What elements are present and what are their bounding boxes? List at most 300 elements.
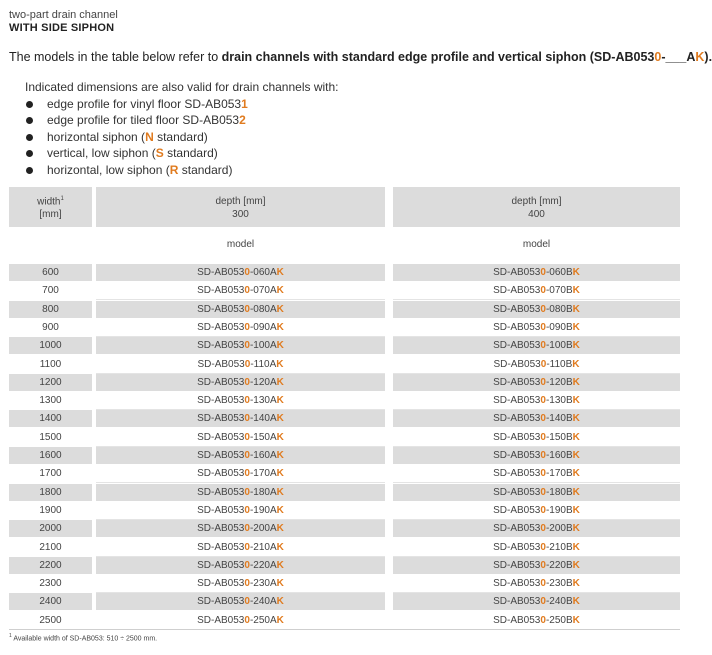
model-suffix-k: K bbox=[572, 486, 580, 498]
model-cell bbox=[96, 374, 385, 391]
model-prefix: SD-AB053 bbox=[493, 578, 541, 590]
model-cell bbox=[96, 502, 385, 520]
model-prefix: SD-AB053 bbox=[493, 504, 541, 516]
model-suffix-k: K bbox=[572, 358, 580, 370]
model-suffix: A bbox=[269, 340, 277, 352]
width-header-label: width bbox=[37, 196, 61, 208]
width-cell: 2000 bbox=[9, 520, 92, 537]
model-suffix: A bbox=[269, 486, 277, 498]
model-label-300: model bbox=[226, 239, 255, 250]
model-suffix-k: K bbox=[276, 523, 284, 535]
table-row bbox=[0, 484, 692, 502]
model-digit: 0 bbox=[540, 541, 546, 553]
model-suffix: A bbox=[269, 614, 277, 626]
model-code: -190 bbox=[545, 504, 566, 516]
model-digit: 0 bbox=[244, 614, 250, 626]
model-digit: 0 bbox=[540, 431, 546, 443]
option-item bbox=[25, 96, 248, 112]
model-cell bbox=[393, 502, 680, 520]
model-suffix: B bbox=[565, 431, 573, 443]
table-row bbox=[0, 429, 692, 447]
model-suffix-k: K bbox=[276, 267, 284, 278]
option-text: horizontal, low siphon ( bbox=[47, 162, 170, 177]
model-cell bbox=[96, 557, 385, 574]
model-digit: 0 bbox=[244, 376, 250, 388]
model-suffix: B bbox=[565, 468, 573, 480]
width-cell: 1700 bbox=[39, 468, 62, 480]
width-cell: 2500 bbox=[39, 614, 62, 626]
model-suffix: B bbox=[565, 303, 573, 315]
model-suffix-k: K bbox=[572, 285, 580, 297]
model-code: -140 bbox=[545, 413, 566, 425]
model-suffix: B bbox=[565, 523, 573, 535]
width-cell: 1000 bbox=[9, 337, 92, 354]
model-cell bbox=[96, 301, 385, 318]
model-cell bbox=[96, 593, 385, 610]
model-digit: 0 bbox=[244, 285, 250, 297]
model-digit: 0 bbox=[540, 450, 546, 461]
model-suffix-k: K bbox=[276, 541, 284, 553]
model-code: -150 bbox=[249, 431, 270, 443]
product-subtitle: two-part drain channel bbox=[9, 9, 118, 21]
depth-300-header bbox=[96, 187, 385, 227]
table-row bbox=[0, 575, 692, 593]
model-code: -210 bbox=[249, 541, 270, 553]
model-digit: 0 bbox=[244, 450, 250, 461]
model-digit: 0 bbox=[244, 413, 250, 425]
model-cell bbox=[393, 465, 680, 483]
model-suffix: B bbox=[565, 321, 573, 333]
model-digit: 0 bbox=[244, 486, 250, 498]
model-code: -170 bbox=[249, 468, 270, 480]
model-suffix-k: K bbox=[572, 431, 580, 443]
model-cell bbox=[393, 410, 680, 427]
model-suffix-k: K bbox=[572, 596, 580, 608]
model-suffix-k: K bbox=[572, 321, 580, 333]
model-digit: 0 bbox=[540, 596, 546, 608]
model-suffix-k: K bbox=[276, 431, 284, 443]
model-digit: 0 bbox=[244, 541, 250, 553]
model-code: -070 bbox=[545, 285, 566, 297]
model-prefix: SD-AB053 bbox=[197, 340, 245, 352]
model-cell bbox=[96, 539, 385, 557]
model-digit: 0 bbox=[244, 321, 250, 333]
option-item bbox=[25, 129, 248, 145]
model-suffix: B bbox=[565, 614, 573, 626]
model-suffix-k: K bbox=[572, 578, 580, 590]
model-suffix-k: K bbox=[276, 340, 284, 352]
model-code: -060 bbox=[249, 267, 270, 278]
model-code: -130 bbox=[545, 395, 566, 407]
model-digit: 0 bbox=[540, 340, 546, 352]
model-suffix-k: K bbox=[572, 614, 580, 626]
model-code: -240 bbox=[249, 596, 270, 608]
option-text: edge profile for vinyl floor SD-AB053 bbox=[47, 97, 242, 111]
model-digit: 0 bbox=[540, 614, 546, 626]
model-code: -250 bbox=[545, 614, 566, 626]
model-digit: 0 bbox=[244, 523, 250, 535]
model-suffix: B bbox=[565, 413, 573, 425]
width-header-footnote-mark: 1 bbox=[60, 196, 64, 202]
model-digit: 0 bbox=[244, 596, 250, 608]
model-suffix: B bbox=[565, 376, 573, 388]
model-suffix-k: K bbox=[276, 303, 284, 315]
model-prefix: SD-AB053 bbox=[197, 285, 245, 297]
model-digit: 0 bbox=[540, 468, 546, 480]
model-prefix: SD-AB053 bbox=[493, 285, 541, 297]
option-accent: R bbox=[169, 162, 179, 177]
model-suffix: B bbox=[565, 450, 573, 461]
model-cell bbox=[393, 301, 680, 318]
depth-300-value: 300 bbox=[232, 209, 249, 220]
model-prefix: SD-AB053 bbox=[197, 614, 245, 626]
model-prefix: SD-AB053 bbox=[493, 596, 541, 608]
model-suffix: A bbox=[269, 321, 277, 333]
table-bottom-divider bbox=[9, 629, 680, 630]
model-digit: 0 bbox=[244, 431, 250, 443]
model-digit: 0 bbox=[540, 303, 546, 315]
model-suffix: A bbox=[269, 267, 277, 278]
options-list bbox=[25, 96, 248, 178]
model-suffix: B bbox=[565, 486, 573, 498]
model-suffix: A bbox=[269, 450, 277, 461]
table-row bbox=[0, 447, 692, 465]
model-prefix: SD-AB053 bbox=[197, 596, 245, 608]
model-suffix: B bbox=[565, 504, 573, 516]
model-cell bbox=[393, 374, 680, 391]
width-cell: 2200 bbox=[9, 557, 92, 574]
bullet-icon bbox=[26, 150, 33, 157]
width-cell: 1100 bbox=[39, 358, 62, 370]
model-suffix: A bbox=[269, 395, 277, 407]
model-code: -060 bbox=[545, 267, 566, 278]
model-digit: 0 bbox=[244, 340, 250, 352]
model-code: -070 bbox=[249, 285, 270, 297]
model-digit: 0 bbox=[244, 358, 251, 370]
table-row bbox=[0, 392, 692, 410]
model-suffix: A bbox=[269, 431, 277, 443]
width-header bbox=[9, 187, 92, 227]
model-cell bbox=[96, 575, 385, 593]
width-header-unit: [mm] bbox=[39, 209, 62, 221]
model-code: -130 bbox=[249, 395, 270, 407]
model-prefix: SD-AB053 bbox=[493, 395, 541, 407]
model-digit: 0 bbox=[540, 321, 546, 333]
model-suffix-k: K bbox=[572, 267, 580, 278]
model-prefix: SD-AB053 bbox=[493, 468, 541, 480]
table-row bbox=[0, 337, 692, 355]
model-code: -080 bbox=[249, 303, 270, 315]
model-prefix: SD-AB053 bbox=[493, 303, 541, 315]
option-item bbox=[25, 162, 248, 178]
width-cell: 1400 bbox=[9, 410, 92, 427]
model-cell bbox=[96, 520, 385, 537]
model-prefix: SD-AB053 bbox=[197, 468, 245, 480]
model-prefix: SD-AB053 bbox=[197, 431, 245, 443]
model-suffix-k: K bbox=[572, 468, 580, 480]
model-suffix-k: K bbox=[276, 395, 284, 407]
option-accent: S bbox=[155, 146, 164, 161]
model-prefix: SD-AB053 bbox=[197, 395, 245, 407]
model-cell bbox=[393, 447, 680, 464]
bullet-icon bbox=[26, 167, 33, 174]
model-digit: 0 bbox=[540, 523, 546, 535]
model-prefix: SD-AB053 bbox=[493, 486, 541, 498]
model-digit: 0 bbox=[540, 504, 546, 516]
model-code: -120 bbox=[545, 376, 566, 388]
model-cell bbox=[393, 484, 680, 501]
option-item bbox=[25, 145, 248, 161]
model-digit: 0 bbox=[244, 504, 250, 516]
model-suffix-k: K bbox=[572, 559, 580, 571]
model-cell bbox=[96, 356, 385, 374]
model-code: -180 bbox=[249, 486, 270, 498]
model-suffix-k: K bbox=[276, 321, 284, 333]
model-cell bbox=[393, 520, 680, 537]
model-code: -100 bbox=[249, 340, 270, 352]
model-code: -210 bbox=[545, 541, 566, 553]
model-code: -250 bbox=[249, 614, 270, 626]
model-cell bbox=[96, 484, 385, 501]
intro-bold: drain channels with standard edge profile and vertical siphon (SD-AB053 bbox=[221, 50, 655, 64]
model-suffix-k: K bbox=[276, 376, 284, 388]
table-row bbox=[0, 264, 692, 282]
model-prefix: SD-AB053 bbox=[197, 578, 245, 590]
model-cell bbox=[96, 447, 385, 464]
width-cell: 2100 bbox=[39, 541, 62, 553]
model-suffix: B bbox=[565, 578, 573, 590]
model-suffix-k: K bbox=[572, 523, 580, 535]
model-suffix-k: K bbox=[276, 614, 284, 626]
model-suffix: A bbox=[269, 468, 277, 480]
model-suffix: A bbox=[269, 413, 277, 425]
model-suffix: B bbox=[565, 395, 573, 407]
model-cell bbox=[393, 429, 680, 447]
model-cell bbox=[393, 392, 680, 410]
model-digit: 0 bbox=[540, 376, 546, 388]
option-after: standard) bbox=[178, 162, 233, 177]
model-suffix: B bbox=[565, 267, 573, 278]
model-digit: 0 bbox=[244, 468, 250, 480]
model-suffix-k: K bbox=[572, 340, 580, 352]
intro-code-k: K bbox=[695, 50, 705, 64]
table-row bbox=[0, 612, 692, 630]
option-text: edge profile for tiled floor SD-AB053 bbox=[47, 113, 240, 128]
model-prefix: SD-AB053 bbox=[493, 431, 541, 443]
model-suffix-k: K bbox=[572, 450, 580, 461]
width-cell: 2300 bbox=[39, 578, 62, 590]
model-prefix: SD-AB053 bbox=[197, 450, 245, 461]
model-digit: 0 bbox=[540, 578, 546, 590]
model-cell bbox=[393, 612, 680, 630]
intro-prefix: The models in the table below refer to bbox=[9, 50, 222, 64]
model-digit: 0 bbox=[540, 267, 546, 278]
model-code: -090 bbox=[545, 321, 566, 333]
model-suffix-k: K bbox=[572, 504, 580, 516]
intro-text bbox=[9, 50, 712, 64]
model-prefix: SD-AB053 bbox=[493, 523, 541, 535]
model-suffix-k: K bbox=[572, 303, 580, 315]
table-row bbox=[0, 356, 692, 374]
model-digit: 0 bbox=[540, 413, 546, 425]
option-after: standard) bbox=[163, 146, 218, 161]
model-cell bbox=[96, 429, 385, 447]
table-row bbox=[0, 410, 692, 428]
model-digit: 0 bbox=[244, 559, 250, 571]
model-suffix: A bbox=[269, 541, 277, 553]
model-suffix: A bbox=[269, 523, 277, 535]
model-cell bbox=[393, 356, 680, 374]
table-row bbox=[0, 465, 692, 483]
intro-code-digit: 0 bbox=[654, 50, 662, 64]
model-code: -240 bbox=[545, 596, 566, 608]
model-prefix: SD-AB053 bbox=[197, 523, 245, 535]
model-suffix: B bbox=[565, 358, 573, 370]
model-suffix-k: K bbox=[572, 376, 580, 388]
table-row bbox=[0, 539, 692, 557]
model-suffix-k: K bbox=[276, 596, 284, 608]
width-cell: 800 bbox=[9, 301, 92, 318]
model-prefix: SD-AB053 bbox=[197, 504, 245, 516]
model-cell bbox=[393, 319, 680, 337]
model-cell bbox=[96, 392, 385, 410]
model-suffix-k: K bbox=[572, 413, 580, 425]
model-cell bbox=[96, 282, 385, 300]
model-suffix-k: K bbox=[276, 578, 284, 590]
valid-note: Indicated dimensions are also valid for drain channels with: bbox=[25, 80, 339, 94]
model-suffix: B bbox=[565, 596, 573, 608]
model-suffix-k: K bbox=[572, 395, 580, 407]
width-cell: 1500 bbox=[39, 431, 62, 443]
model-prefix: SD-AB053 bbox=[493, 450, 541, 461]
option-accent: 1 bbox=[241, 97, 248, 111]
model-suffix-k: K bbox=[276, 450, 284, 461]
depth-400-value: 400 bbox=[528, 209, 545, 220]
option-text: horizontal siphon ( bbox=[47, 129, 146, 144]
model-cell bbox=[96, 337, 385, 354]
model-suffix-k: K bbox=[276, 285, 284, 297]
option-after: standard) bbox=[153, 129, 208, 144]
model-cell bbox=[393, 264, 680, 281]
model-suffix: A bbox=[269, 504, 277, 516]
table-row bbox=[0, 319, 692, 337]
model-code: -220 bbox=[545, 559, 566, 571]
bullet-icon bbox=[26, 101, 33, 108]
model-cell bbox=[96, 319, 385, 337]
depth-300-label: depth [mm] bbox=[215, 196, 266, 207]
model-cell bbox=[393, 593, 680, 610]
model-cell bbox=[96, 410, 385, 427]
intro-code-a: A bbox=[686, 50, 696, 64]
model-code: -140 bbox=[249, 413, 270, 425]
table-row bbox=[0, 282, 692, 300]
model-suffix-k: K bbox=[276, 486, 284, 498]
model-cell bbox=[96, 264, 385, 281]
model-suffix-k: K bbox=[276, 468, 284, 480]
width-cell: 1300 bbox=[39, 395, 62, 407]
model-code: -170 bbox=[545, 468, 566, 480]
model-digit: 0 bbox=[540, 395, 546, 407]
model-prefix: SD-AB053 bbox=[493, 321, 541, 333]
intro-suffix: ). bbox=[704, 50, 712, 64]
model-prefix: SD-AB053 bbox=[197, 303, 245, 315]
table-row bbox=[0, 520, 692, 538]
model-code: -150 bbox=[545, 431, 566, 443]
model-prefix: SD-AB053 bbox=[493, 358, 541, 370]
model-suffix: A bbox=[269, 303, 277, 315]
model-suffix-k: K bbox=[276, 358, 284, 370]
model-digit: 0 bbox=[244, 578, 250, 590]
model-cell bbox=[393, 575, 680, 593]
width-cell: 900 bbox=[42, 321, 59, 333]
model-suffix: A bbox=[269, 596, 277, 608]
model-code: -230 bbox=[545, 578, 566, 590]
model-prefix: SD-AB053 bbox=[197, 559, 245, 571]
model-prefix: SD-AB053 bbox=[197, 486, 245, 498]
model-cell bbox=[393, 282, 680, 300]
model-suffix: A bbox=[269, 358, 277, 370]
intro-code-mid: -___ bbox=[661, 50, 687, 64]
model-code: -200 bbox=[249, 523, 270, 535]
table-row bbox=[0, 593, 692, 611]
model-suffix: B bbox=[565, 340, 573, 352]
model-suffix: A bbox=[269, 376, 277, 388]
depth-400-header bbox=[393, 187, 680, 227]
model-cell bbox=[393, 337, 680, 354]
model-code: -100 bbox=[545, 340, 566, 352]
option-accent: N bbox=[145, 129, 154, 144]
table-row bbox=[0, 301, 692, 319]
model-digit: 0 bbox=[244, 303, 250, 315]
model-suffix-k: K bbox=[276, 413, 284, 425]
model-prefix: SD-AB053 bbox=[493, 614, 541, 626]
option-item bbox=[25, 112, 248, 128]
table-row bbox=[0, 502, 692, 520]
bullet-icon bbox=[26, 117, 33, 124]
model-digit: 0 bbox=[540, 559, 546, 571]
model-suffix: B bbox=[565, 541, 573, 553]
model-digit: 0 bbox=[244, 395, 250, 407]
model-code: -160 bbox=[249, 450, 270, 461]
model-digit: 0 bbox=[540, 358, 547, 370]
model-suffix: A bbox=[269, 578, 277, 590]
option-accent: 2 bbox=[239, 113, 246, 128]
model-prefix: SD-AB053 bbox=[493, 267, 541, 278]
width-cell: 1800 bbox=[9, 484, 92, 501]
width-cell: 700 bbox=[42, 285, 59, 297]
model-suffix: B bbox=[565, 559, 573, 571]
footnote-text: Available width of SD-AB053: 510 ÷ 2500 mm. bbox=[11, 635, 158, 643]
model-suffix-k: K bbox=[572, 541, 580, 553]
model-prefix: SD-AB053 bbox=[197, 358, 245, 370]
model-digit: 0 bbox=[540, 486, 546, 498]
model-code: -200 bbox=[545, 523, 566, 535]
model-label-400: model bbox=[522, 239, 551, 250]
model-prefix: SD-AB053 bbox=[493, 541, 541, 553]
width-cell: 1600 bbox=[9, 447, 92, 464]
depth-400-label: depth [mm] bbox=[511, 196, 562, 207]
width-cell: 2400 bbox=[9, 593, 92, 610]
model-code: -190 bbox=[249, 504, 270, 516]
model-code: -220 bbox=[249, 559, 270, 571]
model-suffix: B bbox=[565, 285, 573, 297]
model-prefix: SD-AB053 bbox=[493, 376, 541, 388]
model-cell bbox=[393, 539, 680, 557]
model-prefix: SD-AB053 bbox=[493, 340, 541, 352]
model-prefix: SD-AB053 bbox=[197, 376, 245, 388]
model-code: -160 bbox=[545, 450, 566, 461]
model-prefix: SD-AB053 bbox=[197, 321, 245, 333]
